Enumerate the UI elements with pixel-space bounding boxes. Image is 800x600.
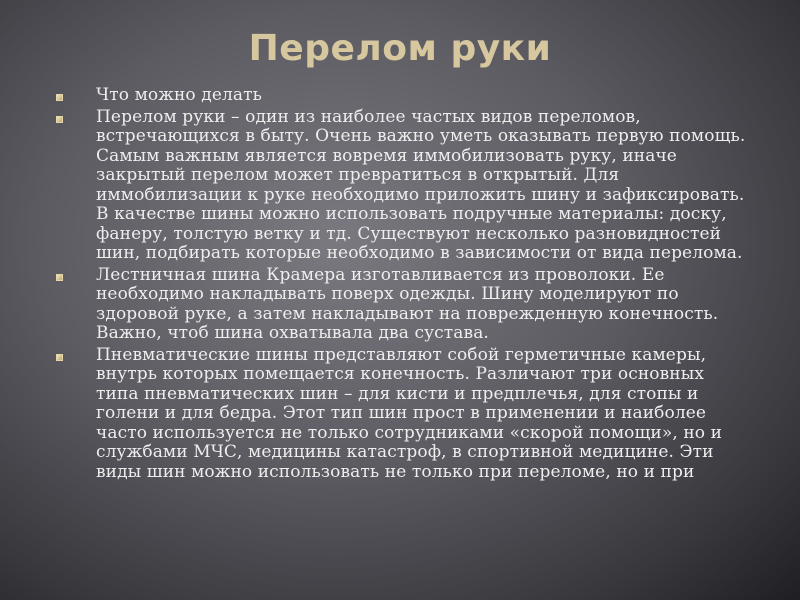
slide-title: Перелом руки bbox=[248, 28, 552, 69]
bullet-item bbox=[56, 346, 746, 483]
bullet-item bbox=[56, 266, 746, 344]
bullet-list bbox=[56, 86, 746, 600]
square-bullet-icon bbox=[56, 354, 63, 361]
bullet-item bbox=[56, 108, 746, 264]
bullet-text: Пневматические шины представляют собой герметичные камеры, внутрь которых помещается конечность. Различают три основных типа пневматических шин – для кисти и предплечья, для стопы и голени и для бедра. Этот тип шин прост в применении и наиболее часто используется не только сотрудниками «скорой помощи», но и службами МЧС, медицины катастроф, в спортивной медицине. Эти виды шин можно использовать не только при переломе, но и при bbox=[96, 344, 723, 482]
bullet-item bbox=[56, 86, 746, 106]
square-bullet-icon bbox=[56, 274, 63, 281]
bullet-text: Что можно делать bbox=[96, 86, 262, 105]
bullet-text: Лестничная шина Крамера изготавливается из проволоки. Ее необходимо накладывать поверх одежды. Шину моделируют по здоровой руке, а затем накладывают на поврежденную конечность. Важно, чтоб шина охватывала два сустава. bbox=[96, 264, 719, 343]
square-bullet-icon bbox=[56, 94, 63, 101]
square-bullet-icon bbox=[56, 116, 63, 123]
bullet-text: Перелом руки – один из наиболее частых видов переломов, встречающихся в быту. Очень важно уметь оказывать первую помощь. Самым важным является вовремя иммобилизовать руку, иначе закрытый перелом может превратиться в открытый. Для иммобилизации к руке необходимо приложить шину и зафиксировать. В качестве шины можно использовать подручные материалы: доску, фанеру, толстую ветку и тд. Существуют несколько разновидностей шин, подбирать которые необходимо в зависимости от вида перелома. bbox=[96, 106, 746, 263]
